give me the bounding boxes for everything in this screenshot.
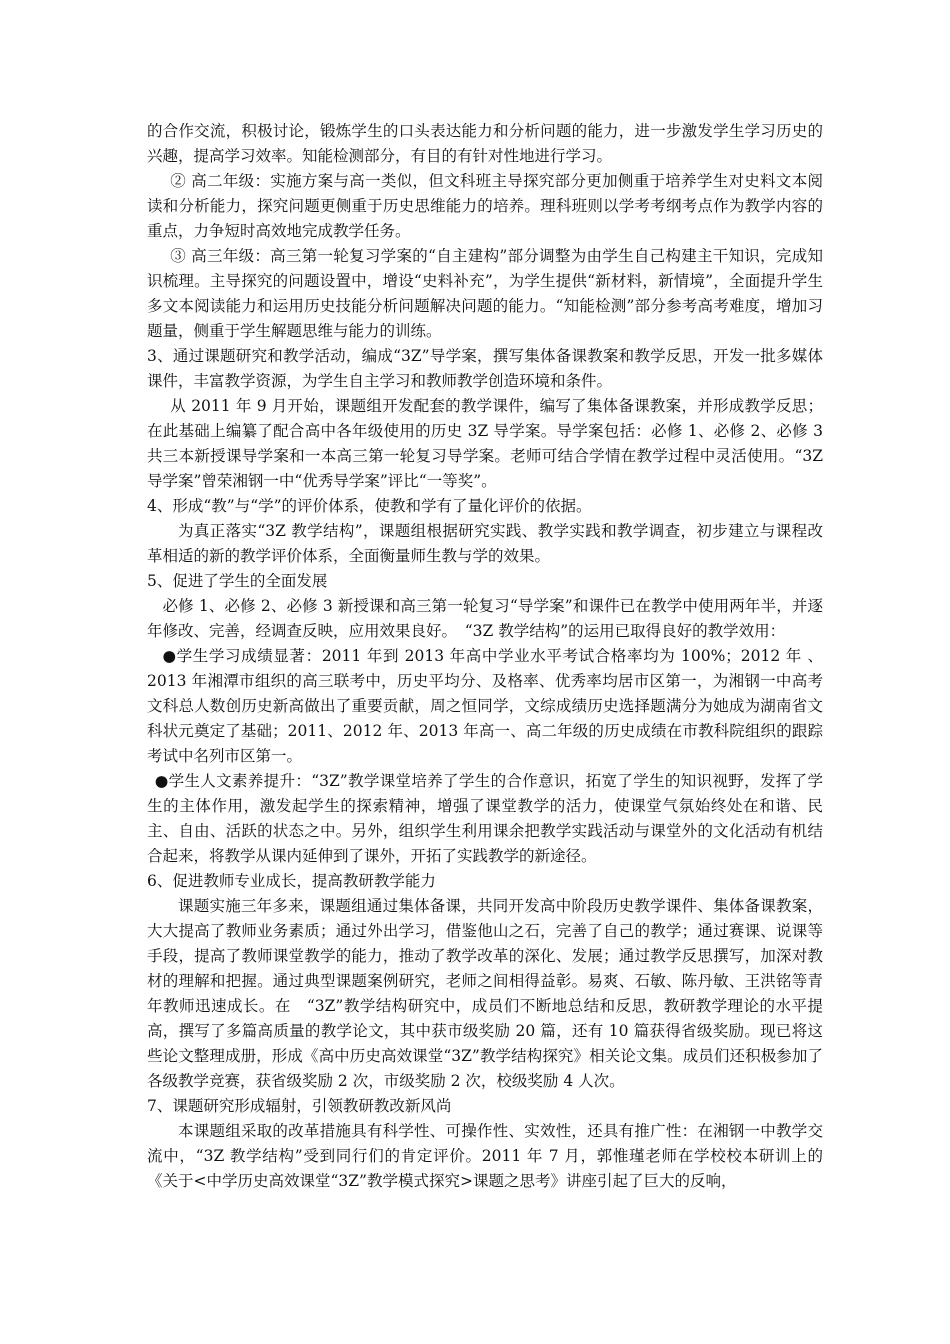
bullet-academic-results: ●学生学习成绩显著：2011 年到 2013 年高中学业水平考试合格率均为 100%；2012 年 、2013 年湘潭市组织的高三联考中，历史平均分、及格率、优秀率均居市区第一，为湘钢一中高考文科总人数创历史新高做出了重要贡献，周之恒同学，文综成绩历史选择题满分为她成为湖南省文科状元奠定了基础；2011、2012 年、2013 年高一、高二年级的历史成绩在市教科院组织的跟踪考试中名列市区第一。	[147, 647, 823, 765]
section-heading-3: 3、通过课题研究和教学活动，编成“3Z”导学案，撰写集体备课教案和教学反思，开发一批多媒体课件，丰富教学资源，为学生自主学习和教师教学创造环境和条件。	[147, 347, 823, 390]
paragraph-grade-two: ② 高二年级：实施方案与高一类似，但文科班主导探究部分更加侧重于培养学生对史料文本阅读和分析能力，探究问题更侧重于历史思维能力的培养。理科班则以学考考纲考点作为教学内容的重点，力争短时高效地完成教学任务。	[147, 172, 823, 240]
paragraph-influence: 本课题组采取的改革措施具有科学性、可操作性、实效性，还具有推广性：在湘钢一中教学交流中，“3Z 教学结构”受到同行们的肯定评价。2011 年 7 月，郭惟瑾老师在学校校本研训上的《关于<中学历史高效课堂“3Z”教学模式探究>课题之思考》讲座引起了巨大的反响，	[147, 1122, 823, 1190]
paragraph-evaluation: 为真正落实“3Z 教学结构”，课题组根据研究实践、教学实践和教学调查，初步建立与课程改革相适的新的教学评价体系，全面衡量师生教与学的效果。	[147, 522, 823, 565]
paragraph-grade-three: ③ 高三年级：高三第一轮复习学案的“自主建构”部分调整为由学生自己构建主干知识，完成知识梳理。主导探究的问题设置中，增设“史料补充”，为学生提供“新材料，新情境”，全面提升学生多文本阅读能力和运用历史技能分析问题解决问题的能力。“知能检测”部分参考高考难度，增加习题量，侧重于学生解题思维与能力的训练。	[147, 247, 823, 340]
section-heading-5: 5、促进了学生的全面发展	[147, 572, 328, 590]
section-heading-7: 7、课题研究形成辐射，引领教研教改新风尚	[147, 1097, 452, 1115]
paragraph-courseware: 从 2011 年 9 月开始，课题组开发配套的教学课件，编写了集体备课教案，并形成教学反思；在此基础上编纂了配合高中各年级使用的历史 3Z 导学案。导学案包括：必修 1、必修 2、必修 3 共三本新授课导学案和一本高三第一轮复习导学案。老师可结合学情在教学过程中灵活使用。“3Z 导学案”曾荣湘钢一中“优秀导学案”评比“一等奖”。	[147, 397, 823, 490]
paragraph-student-development: 必修 1、必修 2、必修 3 新授课和高三第一轮复习“导学案”和课件已在教学中使用两年半，并逐年修改、完善，经调查反映，应用效果良好。 “3Z 教学结构”的运用已取得良好的教学效用：	[147, 597, 823, 640]
document-body	[147, 119, 823, 1194]
bullet-humanities: ●学生人文素养提升：“3Z”教学课堂培养了学生的合作意识，拓宽了学生的知识视野，发挥了学生的主体作用，激发起学生的探索精神，增强了课堂教学的活力，使课堂气氛始终处在和谐、民主、自由、活跃的状态之中。另外，组织学生利用课余把教学实践活动与课堂外的文化活动有机结合起来，将教学从课内延伸到了课外，开拓了实践教学的新途径。	[147, 772, 823, 865]
section-heading-4: 4、形成“教”与“学”的评价体系，使教和学有了量化评价的依据。	[147, 497, 592, 515]
paragraph-teacher-growth: 课题实施三年多来，课题组通过集体备课，共同开发高中阶段历史教学课件、集体备课教案，大大提高了教师业务素质；通过外出学习，借鉴他山之石，完善了自己的教学；通过赛课、说课等手段，提高了教师课堂教学的能力，推动了教学改革的深化、发展；通过教学反思撰写，加深对教材的理解和把握。通过典型课题案例研究，老师之间相得益彰。易爽、石敏、陈丹敏、王洪铭等青年教师迅速成长。在 “3Z”教学结构研究中，成员们不断地总结和反思，教研教学理论的水平提高，撰写了多篇高质量的教学论文，其中获市级奖励 20 篇，还有 10 篇获得省级奖励。现已将这些论文整理成册，形成《高中历史高效课堂“3Z”教学结构探究》相关论文集。成员们还积极参加了各级教学竞赛，获省级奖励 2 次，市级奖励 2 次，校级奖励 4 人次。	[147, 897, 823, 1090]
paragraph-continuation: 的合作交流，积极讨论，锻炼学生的口头表达能力和分析问题的能力，进一步激发学生学习历史的兴趣，提高学习效率。知能检测部分，有目的有针对性地进行学习。	[147, 122, 823, 165]
section-heading-6: 6、促进教师专业成长，提高教研教学能力	[147, 872, 436, 890]
